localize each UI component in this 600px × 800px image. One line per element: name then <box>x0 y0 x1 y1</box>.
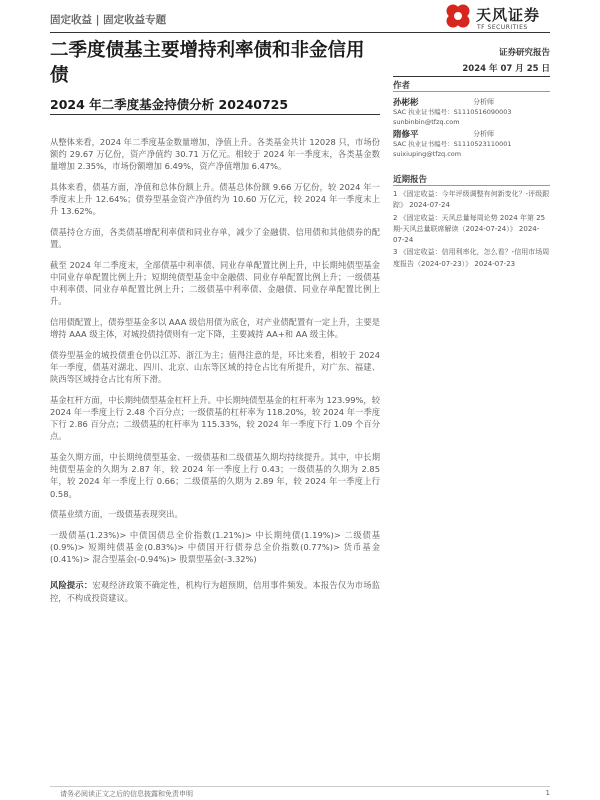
recent-report-link[interactable]: 2 《固定收益：天风总量每周论势 2024 年第 25 期-天风总量联席解读（2024-07-24）》 2024-07-24 <box>393 213 546 245</box>
report-type: 证券研究报告 <box>498 48 550 58</box>
author-cert: SAC 执业证书编号：S1110523110001 <box>393 140 512 148</box>
author-role: 分析师 <box>473 98 494 106</box>
report-subtitle: 2024 年二季度基金持债分析 20240725 <box>50 97 289 112</box>
body-paragraph: 截至 2024 年二季度末，全部债基中利率债、同业存单配置比例上升，中长期纯债型基金中同业存单配置比例上升；短期纯债型基金中金融债、同业存单配置比例上升；一级债基中利率债、同业存单配置比例上升；二级债基中利率债、金融债、同业存单配置比例上升。 <box>50 259 380 307</box>
logo-en-text: TF SECURITIES <box>477 24 528 31</box>
page-number: 1 <box>545 789 550 797</box>
body-paragraph: 债券型基金的城投债重仓仍以江苏、浙江为主；值得注意的是，环比来看，相较于 2024 年一季度，债基对湖北、四川、北京、山东等区域的持仓占比有所提升，对广东、福建、陕西等区域持仓占比有所下滑。 <box>50 349 380 385</box>
body-paragraph: 具体来看，债基方面，净值和总体份额上升。债基总体份额 9.66 万亿份，较 2024 年一季度末上升 12.64%；债券型基金资产净值约为 10.60 万亿元，较 2024 年一季度末上升 13.62%。 <box>50 182 380 217</box>
author-role: 分析师 <box>473 130 494 138</box>
author-email[interactable]: suixiuping@tfzq.com <box>393 149 462 158</box>
body-paragraph: 信用债配置上，债券型基金多以 AAA 级信用债为底仓，对产业债配置有一定上升，主要是增持 AAA 级主体，对城投债持债则有一定下降，主要减持 AA+和 AA 级主体。 <box>50 317 380 340</box>
author-card <box>393 128 550 159</box>
report-date: 2024 年 07 月 25 日 <box>462 64 550 74</box>
body-paragraph: 债基业绩方面，一级债基表现突出。 <box>50 509 183 520</box>
body-paragraph: 基金杠杆方面，中长期纯债型基金杠杆上升。中长期纯债型基金的杠杆率为 123.99%，较 2024 年一季度上行 2.48 个百分点；一级债基的杠杆率为 118.20%，较 2024 年一季度下行 2.86 百分点；二级债基的杠杆率为 115.33%，较 2024 年一季度下行 1.09 个百分点。 <box>50 394 380 442</box>
author-name: 孙彬彬 <box>393 98 419 108</box>
body-paragraph: 一级债基(1.23%)> 中债国债总全价指数(1.21%)> 中长期纯债(1.19%)> 二级债基(0.9%)> 短期纯债基金(0.83%)> 中债国开行债券总全价指数(0.77%)> 货币基金(0.41%)> 混合型基金(-0.94%)> 股票型基金(-3.32%) <box>50 529 380 565</box>
recent-reports-heading: 近期报告 <box>393 175 428 185</box>
risk-note <box>50 579 380 603</box>
logo-cn-text: 天风证券 <box>476 6 541 24</box>
report-category: 固定收益 | 固定收益专题 <box>50 14 167 26</box>
sidebar-divider <box>393 91 550 92</box>
body-paragraph: 基金久期方面，中长期纯债型基金、一级债基和二级债基久期均持续提升。其中，中长期纯债型基金的久期为 2.87 年，较 2024 年一季度上行 0.43；一级债基的久期为 2.85 年，较 2024 年一季度上行 0.66；二级债基的久期为 2.89 年，较 2024 年一季度上行 0.58。 <box>50 452 380 499</box>
body-paragraph: 债基持仓方面，各类债基增配利率债和同业存单，减少了金融债、信用债和其他债券的配置。 <box>50 227 380 250</box>
recent-reports-list <box>393 189 550 271</box>
report-title: 二季度债基主要增持利率债和非金信用债 <box>50 40 365 86</box>
sidebar-divider <box>393 185 550 186</box>
risk-label: 风险提示： <box>50 580 93 591</box>
risk-text: 宏观经济政策不确定性，机构行为超预期，信用事件频发。本报告仅为市场监控，不构成投资建议。 <box>50 580 380 603</box>
body-paragraph: 从整体来看，2024 年二季度基金数量增加，净值上升。各类基金共计 12028 只，市场份额约 29.67 万亿份，资产净值约 30.71 万亿元。相较于 2024 年一季度末，各类基金数量增加 2.35%，市场份额增加 6.49%，资产净值增加 6.47%。 <box>50 137 380 172</box>
footer-disclaimer: 请务必阅读正文之后的信息披露和免责申明 <box>60 790 193 798</box>
authors-heading: 作者 <box>393 81 411 91</box>
recent-report-link[interactable]: 3 《固定收益：信用利率化，怎么看？-信用市场周度报告（2024-07-23）》 2024-07-23 <box>393 248 550 268</box>
tf-logo-icon <box>444 2 472 30</box>
author-email[interactable]: sunbinbin@tfzq.com <box>393 117 460 126</box>
header-divider <box>50 32 550 33</box>
sidebar-divider <box>393 76 550 77</box>
author-name: 隋修平 <box>393 130 419 140</box>
author-card <box>393 96 550 127</box>
author-cert: SAC 执业证书编号：S1110516090003 <box>393 108 512 116</box>
recent-report-link[interactable]: 1 《固定收益：今年评级调整有何新变化？-评级跟踪》 2024-07-24 <box>393 190 550 210</box>
subtitle-divider <box>50 114 380 115</box>
footer-divider <box>50 786 550 787</box>
report-body <box>50 136 380 612</box>
